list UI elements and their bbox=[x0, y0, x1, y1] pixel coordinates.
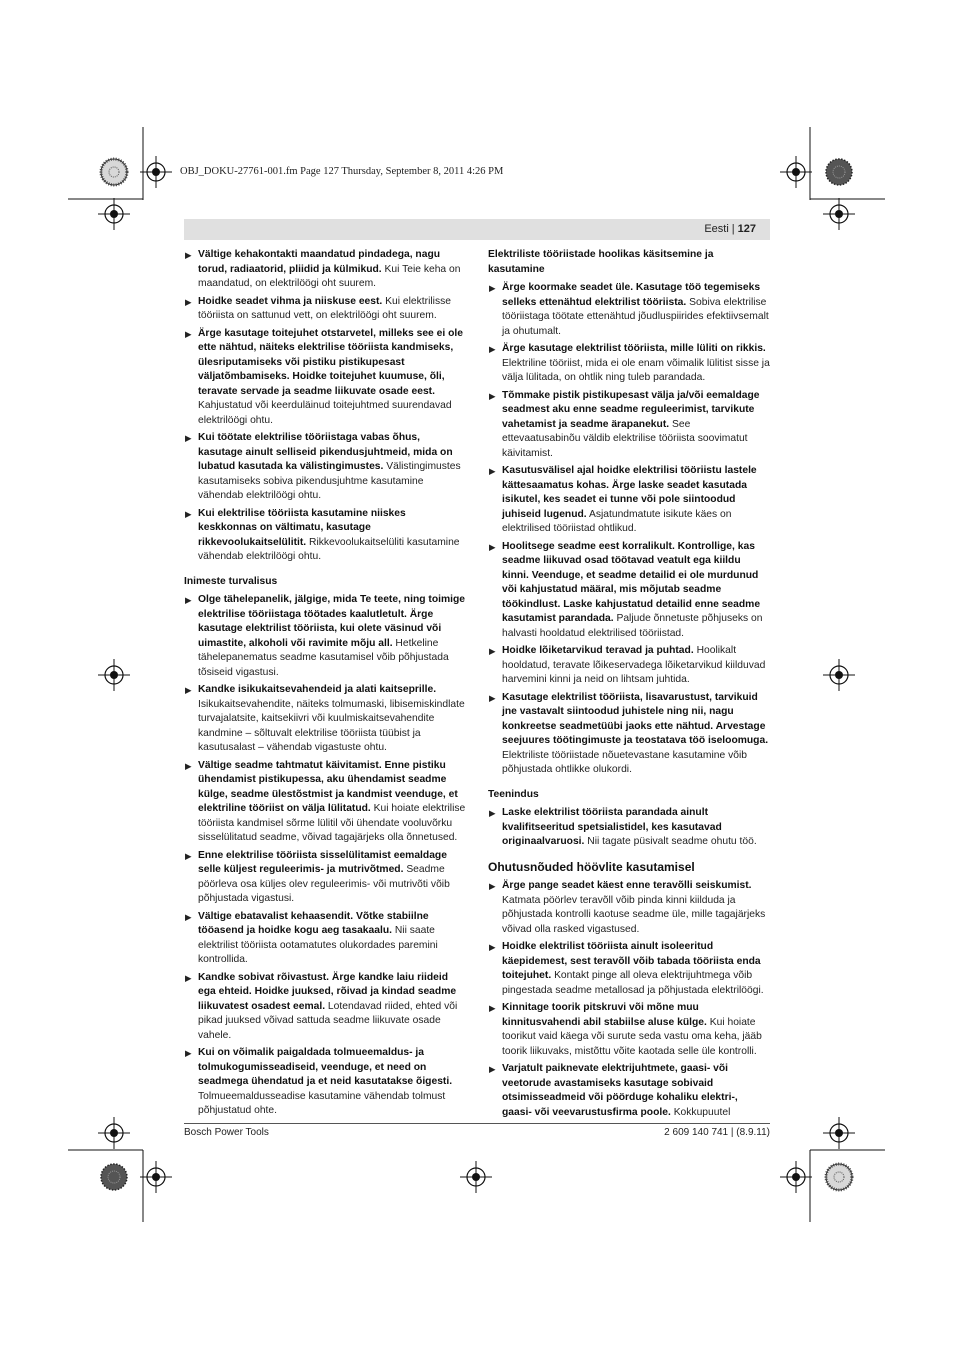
safety-instruction-item bbox=[184, 295, 466, 324]
header-separator: | bbox=[731, 223, 735, 235]
instruction-explanation: Kahjustatud või keerduläinud toitejuhtmed suurendavad elektrilöögi ohtu. bbox=[198, 400, 452, 426]
crosshair-target-icon bbox=[460, 1161, 492, 1193]
bullet-arrow-icon: ▶ bbox=[489, 466, 496, 476]
safety-instruction-item bbox=[184, 1046, 466, 1119]
bullet-arrow-icon: ▶ bbox=[185, 296, 192, 307]
crosshair-target-icon bbox=[780, 1161, 812, 1193]
instruction-emphasis: Ärge kasutage toitejuhet otstarvetel, milleks see ei ole ette nähtud, näiteks elektrilise tööriista kandmiseks, ülesriputamiseks või pistiku pistikupesast väljatõmbamiseks. Hoidke toitejuhet kuumuse, õli, teravate servade ja seadme liikuvate osade eest. bbox=[198, 327, 463, 397]
instruction-explanation: Kui elektrilisse tööriista on sattunud vett, on elektrilöögi oht suurem. bbox=[198, 295, 451, 321]
instruction-emphasis: Tõmmake pistik pistikupesast välja ja/või eemaldage seadmest aku enne seadme reguleerimist, tarvikute vahetamist ja seadme ärapanekut. bbox=[502, 389, 760, 430]
bullet-arrow-icon: ▶ bbox=[185, 433, 192, 443]
safety-instruction-item bbox=[488, 281, 770, 339]
instruction-explanation: Paljude õnnetuste põhjuseks on halvasti hooldatud elektrilised tööriistad. bbox=[502, 613, 763, 639]
safety-instruction-item bbox=[488, 540, 770, 642]
crosshair-target-icon bbox=[780, 156, 812, 188]
instruction-explanation: Seadme pöörleva osa küljes olev reguleerimis- või mutrivõti võib põhjustada vigastusi. bbox=[198, 864, 450, 904]
right-column bbox=[488, 248, 770, 1123]
bullet-arrow-icon: ▶ bbox=[185, 328, 192, 339]
crosshair-target-icon bbox=[98, 1117, 130, 1149]
bullet-arrow-icon: ▶ bbox=[185, 685, 192, 695]
registration-rosette-icon bbox=[101, 1164, 127, 1190]
safety-instruction-item bbox=[184, 507, 466, 565]
bullet-arrow-icon: ▶ bbox=[185, 972, 192, 983]
instruction-emphasis: Kasutusvälisel ajal hoidke elektrilisi tööriistu lastele kättesaamatus kohas. Ärge laske seadet kasutada isikutel, kes seadet ei tunne või pole siintoodud juhiseid lugenud. bbox=[502, 465, 757, 520]
instruction-explanation: Nii tagate püsivalt seadme ohutu töö. bbox=[584, 836, 757, 847]
instruction-emphasis: Vältige kehakontakti maandatud pindadega, nagu torud, radiaatorid, pliidid ja külmikud. bbox=[198, 249, 441, 275]
bullet-arrow-icon: ▶ bbox=[489, 646, 496, 656]
bullet-arrow-icon: ▶ bbox=[489, 541, 496, 552]
instruction-emphasis: Ärge kasutage elektrilist tööriista, mille lüliti on rikkis. bbox=[502, 343, 766, 354]
crosshair-target-icon bbox=[140, 156, 172, 188]
instruction-emphasis: Kui elektrilise tööriista kasutamine niiskes keskkonnas on vältimatu, kasutage rikkevoolukaitselülitit. bbox=[198, 507, 406, 548]
safety-instruction-item bbox=[184, 683, 466, 756]
safety-instruction-item bbox=[184, 971, 466, 1044]
instruction-explanation: Elektriline tööriist, mida ei ole enam võimalik lülitist sisse ja välja lülitada, on ohtlik ning tuleb parandada. bbox=[502, 357, 770, 383]
instruction-explanation: Sobiva elektrilise tööriistaga töötate ettenähtud jõudluspiirides efektiivsemalt ja ohutumalt. bbox=[502, 296, 769, 337]
instruction-explanation: See ettevaatusabinõu väldib elektrilise tööriista soovimatut käivitamist. bbox=[502, 418, 748, 459]
bullet-arrow-icon: ▶ bbox=[489, 1003, 496, 1013]
safety-instruction-item bbox=[488, 1062, 770, 1120]
crosshair-target-icon bbox=[98, 198, 130, 230]
bullet-arrow-icon: ▶ bbox=[185, 911, 192, 922]
safety-instruction-item bbox=[184, 759, 466, 846]
bullet-arrow-icon: ▶ bbox=[489, 808, 496, 818]
instruction-emphasis: Vältige ebatavalist kehaasendit. Võtke stabiilne tööasend ja hoidke kogu aeg tasakaalu. bbox=[198, 910, 429, 936]
crosshair-target-icon bbox=[823, 198, 855, 230]
instruction-explanation: Kui hoiate elektrilise tööriista kandmisel sõrme lülitil või ühendate vooluvõrku sisselülitatud seadme, võivad tagajärjeks olla õnnetused. bbox=[198, 803, 466, 843]
instruction-explanation: Asjatundmatute isikute käes on elektrilised tööriistad ohtlikud. bbox=[502, 508, 732, 534]
instruction-emphasis: Kandke isikukaitsevahendeid ja alati kaitseprille. bbox=[198, 684, 437, 695]
instruction-emphasis: Olge tähelepanelik, jälgige, mida Te teete, ning toimige elektrilise tööriistaga töötades kaalutletult. Ärge kasutage elektrilist tööriista, kui olete väsinud või uimastite, alkoholi või ravimite mõju all. bbox=[198, 594, 466, 649]
registration-rosette-icon bbox=[826, 1164, 852, 1190]
bullet-arrow-icon: ▶ bbox=[185, 595, 192, 605]
crosshair-target-icon bbox=[140, 1161, 172, 1193]
safety-instruction-item bbox=[488, 691, 770, 778]
instruction-emphasis: Laske elektrilist tööriista parandada ainult kvalifitseeritud spetsialistidel, kes kasutavad originaalvaruosi. bbox=[502, 807, 722, 847]
instruction-emphasis: Ärge koormake seadet üle. Kasutage töö tegemiseks selleks ettenähtud elektrilist tööriista. bbox=[502, 282, 761, 308]
instruction-emphasis: Kinnitage toorik pitskruvi või mõne muu kinnitusvahendi abil stabiilse aluse külge. bbox=[502, 1002, 707, 1028]
bullet-arrow-icon: ▶ bbox=[185, 850, 192, 861]
crosshair-target-icon bbox=[823, 1117, 855, 1149]
bullet-arrow-icon: ▶ bbox=[489, 881, 496, 891]
instruction-explanation: Rikkevoolukaitselüliti kasutamine vähendab elektrilöögi ohtu. bbox=[198, 536, 460, 562]
safety-instruction-item bbox=[488, 1001, 770, 1059]
instruction-explanation: Kui Teie keha on maandatud, on elektrilöögi oht suurem. bbox=[198, 263, 461, 289]
instruction-explanation: Kontakt pinge all oleva elektrijuhtmega võib pingestada seadme metallosad ja põhjustada elektrilöögi. bbox=[502, 970, 764, 996]
instruction-explanation: Kokkupuutel bbox=[670, 1106, 731, 1118]
instruction-emphasis: Vältige seadme tahtmatut käivitamist. Enne pistiku ühendamist pistikupessa, aku ühendamist seadme külge, seadme ülestõstmist ja kandmist veenduge, et elektriline tööriist on välja lülitatud. bbox=[198, 759, 458, 814]
footer-divider bbox=[184, 1123, 770, 1124]
bullet-arrow-icon: ▶ bbox=[489, 344, 496, 354]
registration-rosette-icon bbox=[101, 159, 127, 185]
header-text bbox=[704, 223, 756, 235]
safety-instruction-item bbox=[184, 910, 466, 968]
bullet-arrow-icon: ▶ bbox=[185, 250, 192, 260]
safety-instruction-item bbox=[488, 342, 770, 386]
instruction-explanation: Lotendavad riided, ehted või pikad juuksed võivad sattuda seadme liikuvate osade vahele. bbox=[198, 1000, 458, 1041]
instruction-explanation: Tolmueemaldusseadise kasutamine vähendab tolmust põhjustatud ohte. bbox=[198, 1090, 446, 1116]
bullet-arrow-icon: ▶ bbox=[489, 1064, 496, 1074]
instruction-emphasis: Kui on võimalik paigaldada tolmueemaldus- ja tolmukogumisseadiseid, veenduge, et need on seadmega ühendatud ja et neid kasutatakse õigesti. bbox=[198, 1047, 453, 1087]
instruction-emphasis: Hoolitsege seadme eest korralikult. Kontrollige, kas seadme liikuvad osad töötavad veatult ega kiildu kinni. Veenduge, et seadme detailid ei ole murdunud või kahjustatud määral, mis mõjutab seadme töökindlust. Laske kahjustatud detailid enne seadme kasutamist parandada. bbox=[502, 540, 761, 624]
instruction-emphasis: Hoidke seadet vihma ja niiskuse eest. bbox=[198, 295, 383, 307]
left-column bbox=[184, 248, 466, 1122]
section-heading: Ohutusnõuded höövlite kasutamisel bbox=[488, 859, 695, 874]
subsection-heading: Elektriliste tööriistade hoolikas käsitsemine ja kasutamine bbox=[488, 249, 714, 275]
safety-instruction-item bbox=[488, 389, 770, 462]
subsection-heading: Inimeste turvalisus bbox=[184, 575, 278, 587]
bullet-arrow-icon: ▶ bbox=[185, 1048, 192, 1058]
bullet-arrow-icon: ▶ bbox=[489, 390, 496, 401]
safety-instruction-item bbox=[488, 644, 770, 688]
registration-rosette-icon bbox=[826, 159, 852, 185]
instruction-emphasis: Kasutage elektrilist tööriista, lisavarustust, tarvikuid jne vastavalt siintoodud juhistele ning nii, nagu konkreetse seadmetüübi jaoks ette nähtud. Arvestage seejuures töötingimuste ja teostatava töö iseloomuga. bbox=[502, 691, 769, 746]
header-language: Eesti bbox=[704, 223, 729, 235]
instruction-explanation: Hetkeline tähelepanematus seadme kasutamisel võib põhjustada tõsiseid vigastusi. bbox=[198, 637, 449, 678]
safety-instruction-item bbox=[184, 593, 466, 680]
instruction-explanation: Isikukaitsevahendite, näiteks tolmumaski, libisemiskindlate turvajalatsite, kaitsekiivri või kuulmiskaitsevahendite kandmine – sõltuvalt elektrilise tööriista tüübist ja kasutusalast – vähendab vigastuste ohtu. bbox=[198, 698, 465, 753]
print-info-line: OBJ_DOKU-27761-001.fm Page 127 Thursday, September 8, 2011 4:26 PM bbox=[180, 166, 504, 177]
safety-instruction-item bbox=[488, 879, 770, 937]
subsection-heading: Teenindus bbox=[488, 788, 539, 800]
instruction-emphasis: Hoidke lõiketarvikud teravad ja puhtad. bbox=[502, 645, 694, 656]
safety-instruction-item bbox=[184, 849, 466, 907]
safety-instruction-item bbox=[184, 248, 466, 292]
instruction-explanation: Katmata pöörlev teravõll võib pinda kinni kiilduda ja põhjustada kontrolli kaotuse seadme üle, mille tagajärjeks võivad olla rasked vigastused. bbox=[502, 894, 766, 935]
bullet-arrow-icon: ▶ bbox=[185, 760, 192, 771]
instruction-emphasis: Kandke sobivat rõivastust. Ärge kandke laiu riideid ega ehteid. Hoidke juuksed, rõivad ja kindad seadme liikuvatest osadest eemal. bbox=[198, 971, 457, 1012]
crosshair-target-icon bbox=[98, 659, 130, 691]
footer-code: 2 609 140 741 | (8.9.11) bbox=[664, 1127, 770, 1138]
safety-instruction-item bbox=[488, 806, 770, 850]
instruction-explanation: Hoolikalt hooldatud, teravate lõikeservadega lõiketarvikud kiilduvad harvemini kinni ja neid on lihtsam juhtida. bbox=[502, 645, 766, 685]
page-number: 127 bbox=[737, 223, 756, 235]
instruction-explanation: Kui hoiate toorikut vaid käega või surute seda vastu oma keha, jääb toorik liikuvaks, mistõttu võite kaotada selle üle kontrolli. bbox=[502, 1016, 762, 1057]
footer-brand: Bosch Power Tools bbox=[184, 1127, 269, 1138]
safety-instruction-item bbox=[184, 431, 466, 504]
instruction-explanation: Välistingimustes kasutamiseks sobiva pikendusjuhtme kasutamine vähendab elektrilöögi ohtu. bbox=[198, 461, 461, 501]
page-header bbox=[184, 219, 770, 240]
instruction-explanation: Nii saate elektrilist tööriista ootamatutes olukordades paremini kontrollida. bbox=[198, 925, 438, 965]
crosshair-target-icon bbox=[823, 659, 855, 691]
bullet-arrow-icon: ▶ bbox=[489, 942, 496, 952]
instruction-emphasis: Enne elektrilise tööriista sisselülitamist eemaldage selle küljest reguleerimis- ja mutrivõtmed. bbox=[198, 849, 447, 875]
safety-instruction-item bbox=[488, 464, 770, 537]
instruction-emphasis: Ärge pange seadet käest enne teravõlli seiskumist. bbox=[502, 880, 752, 891]
safety-instruction-item bbox=[488, 940, 770, 998]
bullet-arrow-icon: ▶ bbox=[489, 283, 496, 293]
safety-instruction-item bbox=[184, 327, 466, 429]
instruction-emphasis: Hoidke elektrilist tööriista ainult isoleeritud käepidemest, sest teravõll võib tabada tööriista enda toitejuhet. bbox=[502, 941, 761, 981]
bullet-arrow-icon: ▶ bbox=[489, 692, 496, 703]
bullet-arrow-icon: ▶ bbox=[185, 508, 192, 519]
instruction-emphasis: Kui töötate elektrilise tööriistaga vabas õhus, kasutage ainult selliseid pikendusjuhtmeid, mida on lubatud kasutada ka välistingimustes. bbox=[198, 432, 453, 472]
instruction-emphasis: Varjatult paiknevate elektrijuhtmete, gaasi- või veetorude avastamiseks kasutage sobivaid otsimisseadmeid või pöörduge kohaliku elektri-, gaasi- või veevarustusfirma poole. bbox=[502, 1063, 738, 1118]
instruction-explanation: Elektriliste tööriistade nõuetevastane kasutamine võib põhjustada ohtlikke olukordi. bbox=[502, 749, 747, 775]
